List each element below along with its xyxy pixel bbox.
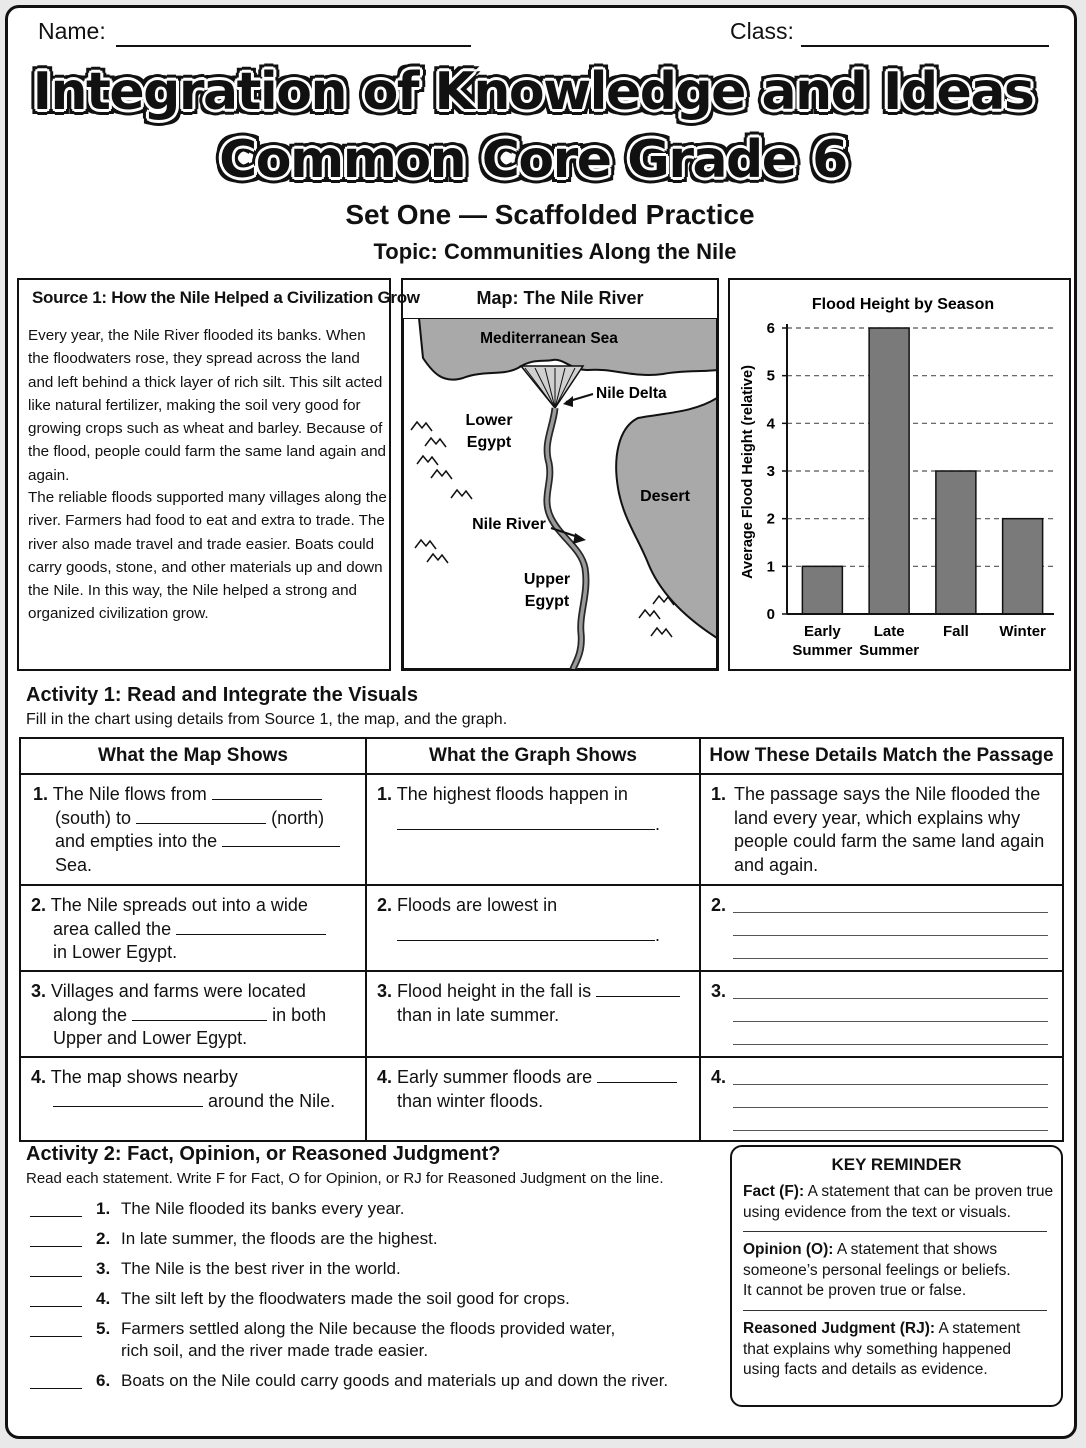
name-label: Name: (38, 18, 106, 44)
y-tick-label: 6 (766, 320, 775, 337)
source-title: Source 1: How the Nile Helped a Civilization Grow (32, 288, 420, 307)
answer-line[interactable] (733, 1084, 1048, 1085)
flood-height-chart (730, 280, 1069, 669)
map-label-desert: Desert (640, 488, 690, 505)
x-tick-label: Late (873, 623, 905, 640)
table-row: 1. The Nile flows from (south) to (north) and empties into the Sea. 1. The highest floods happen in . 1. The passage says the Nile flooded the land every year, which explains why people could farm the same land again and again. (20, 774, 1063, 885)
activity1-instructions: Fill in the chart using details from Source 1, the map, and the graph. (26, 711, 508, 728)
statement-number: 2. (96, 1229, 111, 1248)
key-reminder-box (730, 1145, 1063, 1407)
statement-number: 5. (96, 1319, 111, 1338)
col-header-map: What the Map Shows (20, 738, 366, 774)
y-tick-label: 4 (766, 415, 775, 433)
x-tick-label: Summer (859, 642, 920, 659)
map-label-river: Nile River (472, 516, 546, 533)
source-box (17, 278, 420, 671)
statement-text-cont: rich soil, and the river made trade easier. (121, 1341, 429, 1360)
map-box (401, 278, 719, 671)
title-line-2: Common Core Grade 6 (219, 130, 847, 190)
map-label-upper-1: Upper (523, 571, 571, 588)
answer-line[interactable] (733, 958, 1048, 959)
answer-blank[interactable] (30, 1306, 82, 1307)
blank-field[interactable] (597, 1066, 677, 1083)
col-header-graph: What the Graph Shows (366, 738, 700, 774)
blank-field[interactable] (53, 1090, 203, 1107)
x-tick-label: Winter (999, 623, 1046, 640)
statement-text: Boats on the Nile could carry goods and materials up and down the river. (121, 1371, 669, 1390)
subtitle: Set One — Scaffolded Practice (345, 199, 755, 230)
map-label-delta: Nile Delta (596, 385, 667, 402)
source-paragraph-1: Every year, the Nile River flooded its banks. When the floodwaters rose, they spread across the land and left behind a thick layer of rich silt. This silt acted like natural fertilizer, making the soil very good for growing crops such as wheat and barley. Because of the flood, people could farm the same land again and again. (28, 327, 386, 484)
key-fact: Fact (F): A statement that can be proven true using evidence from the text or visuals. (743, 1183, 1054, 1221)
chart-box (728, 278, 1071, 671)
key-opinion: Opinion (O): A statement that shows someone’s personal feelings or beliefs. It cannot be proven true or false. (743, 1241, 1011, 1299)
map-label-lower-1: Lower (465, 412, 513, 429)
divider (743, 1310, 1047, 1311)
answer-line[interactable] (733, 935, 1048, 936)
map-label-sea: Mediterranean Sea (480, 330, 618, 347)
activity2-instructions: Read each statement. Write F for Fact, O for Opinion, or RJ for Reasoned Judgment on the line. (26, 1170, 664, 1187)
blank-field[interactable] (397, 813, 655, 830)
statement-text: Farmers settled along the Nile because the floods provided water, (121, 1319, 616, 1338)
bar (869, 328, 909, 614)
y-tick-label: 0 (766, 606, 775, 623)
activity1-title: Activity 1: Read and Integrate the Visuals (26, 684, 418, 706)
col-header-match: How These Details Match the Passage (700, 738, 1063, 774)
answer-line[interactable] (733, 912, 1048, 913)
match-text: The passage says the Nile flooded the land every year, which explains why people could farm the same land again and again. (734, 784, 1045, 875)
answer-line[interactable] (733, 1021, 1048, 1022)
y-tick-label: 5 (766, 367, 775, 385)
class-field[interactable] (801, 45, 1049, 47)
blank-field[interactable] (132, 1004, 267, 1021)
title-line-1: Integration of Knowledge and Ideas (32, 62, 1034, 122)
page-title (0, 62, 1066, 122)
name-field[interactable] (116, 45, 471, 47)
statement-number: 3. (96, 1259, 111, 1278)
answer-line[interactable] (733, 1130, 1048, 1131)
table-row: 4. The map shows nearby around the Nile. 4. Early summer floods are than winter floods. 4. (20, 1057, 1063, 1141)
blank-field[interactable] (596, 980, 680, 997)
blank-field[interactable] (397, 924, 655, 941)
y-tick-label: 1 (766, 558, 775, 576)
divider (743, 1231, 1047, 1232)
statement-number: 6. (96, 1371, 111, 1390)
answer-blank[interactable] (30, 1388, 82, 1389)
statement-text: The Nile flooded its banks every year. (121, 1199, 405, 1218)
answer-blank[interactable] (30, 1216, 82, 1217)
blank-field[interactable] (212, 783, 322, 800)
answer-line[interactable] (733, 998, 1048, 999)
map-label-lower-2: Egypt (466, 434, 512, 451)
answer-line[interactable] (733, 1044, 1048, 1045)
answer-blank[interactable] (30, 1246, 82, 1247)
y-tick-label: 3 (766, 463, 775, 480)
class-label: Class: (730, 18, 794, 44)
blank-field[interactable] (136, 807, 266, 824)
statement-text: In late summer, the floods are the highest. (121, 1229, 438, 1248)
activity2-title: Activity 2: Fact, Opinion, or Reasoned Judgment? (26, 1143, 501, 1165)
bar (936, 471, 976, 614)
source-paragraph-2: The reliable floods supported many villages along the river. Farmers had food to eat and extra to trade. The river also made travel and trade easier. Boats could carry goods, stone, and other materials up and down the Nile. In this way, the Nile helped a strong and organized civilization grow. (28, 489, 387, 623)
topic: Topic: Communities Along the Nile (373, 239, 737, 264)
y-tick-label: 2 (766, 510, 775, 528)
nile-map (403, 318, 717, 669)
bar (1003, 519, 1043, 614)
page-title-2 (0, 130, 1066, 190)
bar (802, 566, 842, 614)
x-tick-label: Fall (942, 623, 969, 640)
statement-number: 4. (96, 1289, 111, 1308)
answer-blank[interactable] (30, 1336, 82, 1337)
x-tick-label: Summer (792, 642, 853, 659)
map-title: Map: The Nile River (476, 288, 644, 308)
statement-number: 1. (96, 1199, 111, 1218)
x-tick-label: Early (804, 623, 841, 640)
chart-title: Flood Height by Season (811, 296, 995, 313)
table-row: 2. The Nile spreads out into a wide area called the in Lower Egypt. 2. Floods are lowest in . 2. (20, 885, 1063, 971)
blank-field[interactable] (222, 830, 340, 847)
chart-ylabel: Average Flood Height (relative) (740, 365, 756, 579)
key-title: KEY REMINDER (831, 1155, 962, 1174)
blank-field[interactable] (176, 918, 326, 935)
activity1-table (19, 737, 1064, 1142)
answer-blank[interactable] (30, 1276, 82, 1277)
statement-text: The silt left by the floodwaters made the soil good for crops. (121, 1289, 570, 1308)
answer-line[interactable] (733, 1107, 1048, 1108)
table-row: 3. Villages and farms were located along the in both Upper and Lower Egypt. 3. Flood height in the fall is than in late summer. 3. (20, 971, 1063, 1057)
key-rj: Reasoned Judgment (RJ): A statement that explains why something happened using facts and details as evidence. (743, 1320, 1021, 1378)
map-label-upper-2: Egypt (524, 593, 570, 610)
statement-text: The Nile is the best river in the world. (121, 1259, 401, 1278)
